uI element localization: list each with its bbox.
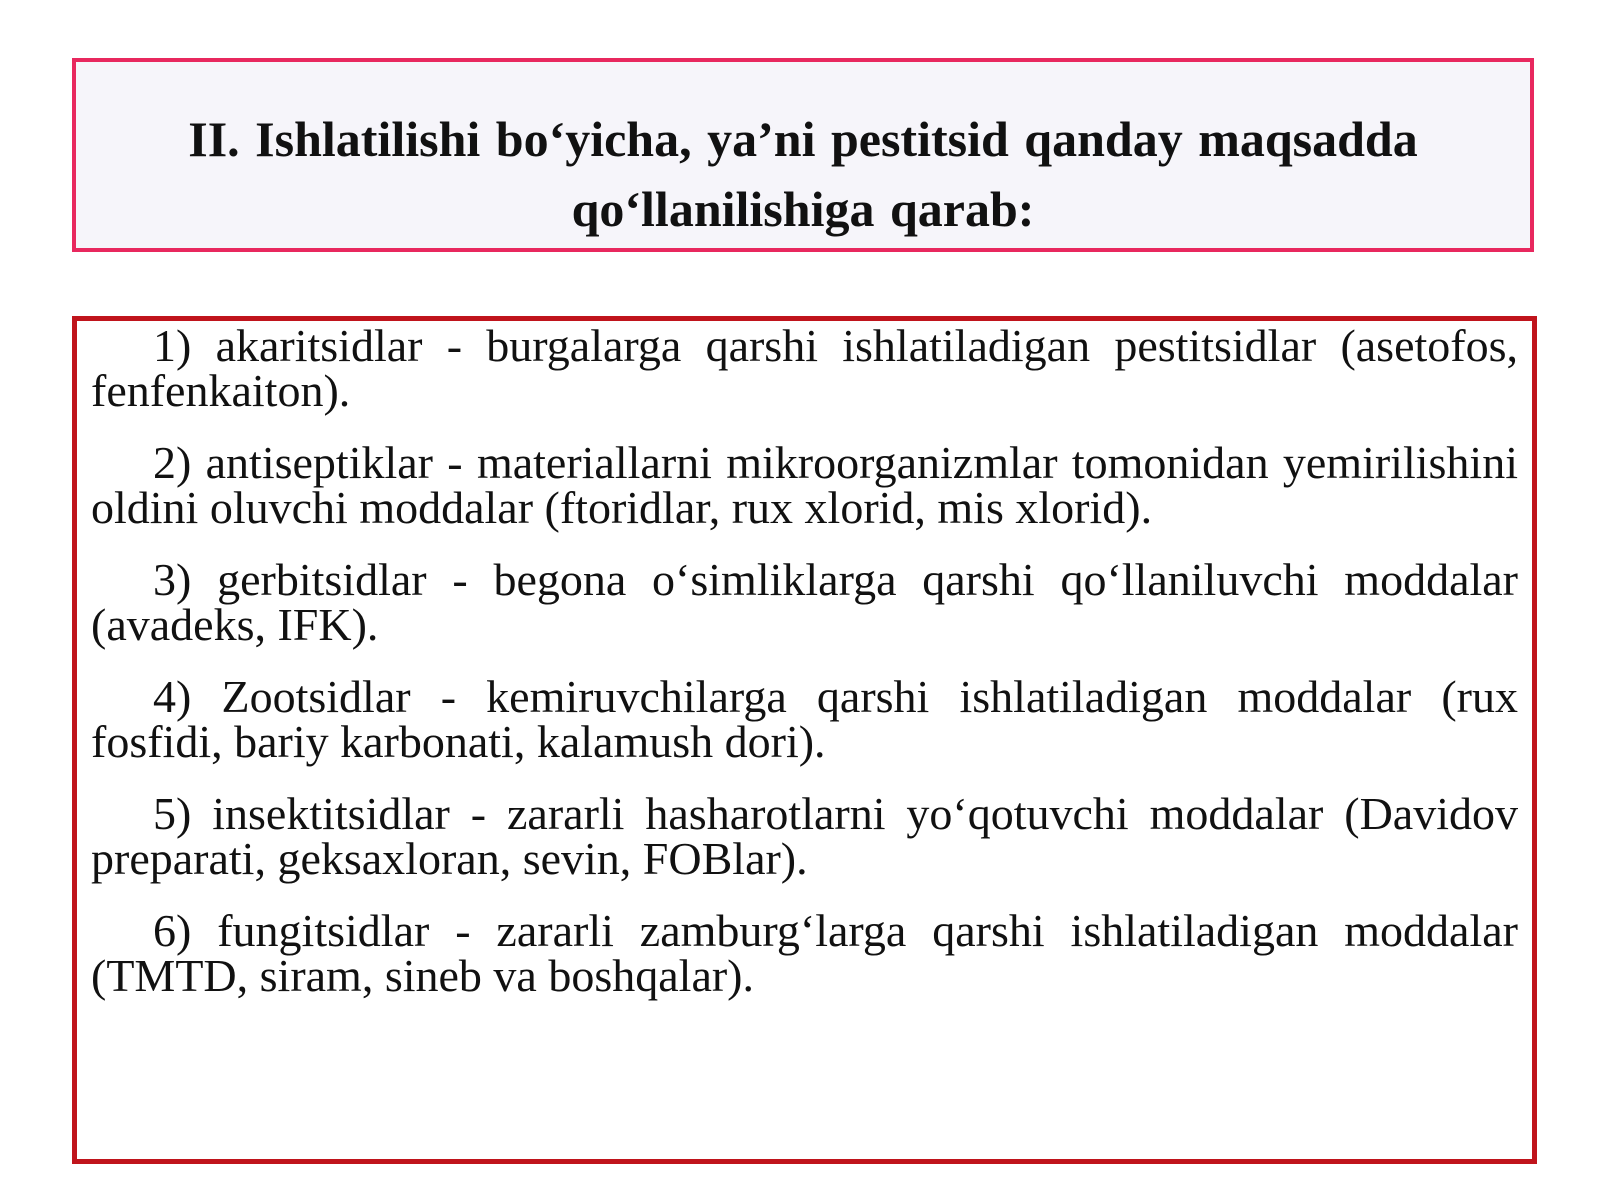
title-box	[72, 58, 1534, 252]
content-box	[72, 316, 1537, 1164]
slide-title: II. Ishlatilishi bo‘yicha, ya’ni pestitsid qanday maqsadda qo‘llanilishiga qarab:	[188, 111, 1418, 237]
list-item-fungitsidlar: 6) fungitsidlar - zararli zamburg‘larga qarshi ishlatiladigan moddalar (TMTD, siram, sineb va boshqalar).	[91, 905, 1518, 1001]
list-item-antiseptiklar: 2) antiseptiklar - materiallarni mikroorganizmlar tomonidan yemirilishini oldini oluvchi moddalar (ftoridlar, rux xlorid, mis xlorid).	[91, 437, 1518, 533]
list-item-gerbitsidlar: 3) gerbitsidlar - begona o‘simliklarga qarshi qo‘llaniluvchi moddalar (avadeks, IFK).	[91, 554, 1518, 650]
list-item-zootsidlar: 4) Zootsidlar - kemiruvchilarga qarshi ishlatiladigan moddalar (rux fosfidi, bariy karbonati, kalamush dori).	[91, 671, 1518, 767]
list-item-akaritsidlar: 1) akaritsidlar - burgalarga qarshi ishlatiladigan pestitsidlar (asetofos, fenfenkaiton).	[91, 320, 1518, 416]
list-item-insektitsidlar: 5) insektitsidlar - zararli hasharotlarni yo‘qotuvchi moddalar (Davidov preparati, geksaxloran, sevin, FOBlar).	[91, 788, 1518, 884]
